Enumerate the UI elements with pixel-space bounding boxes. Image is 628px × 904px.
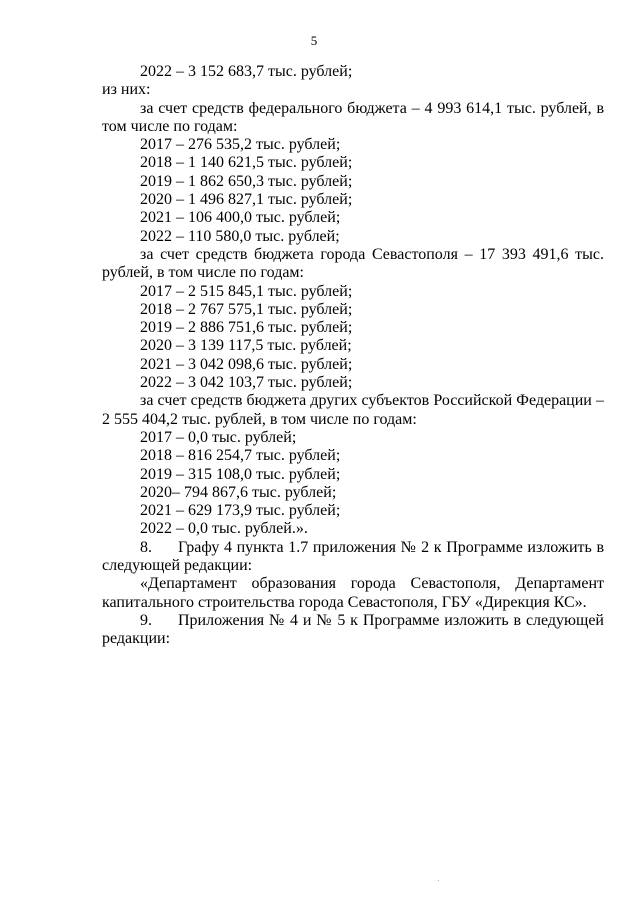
item-9-text: Приложения № 4 и № 5 к Программе изложить в следующей редакции: <box>102 611 604 648</box>
year-2022-total-line: 2022 – 3 152 683,7 тыс. рублей; <box>140 63 353 80</box>
item-9-paragraph <box>102 612 604 649</box>
scan-speck <box>438 880 439 881</box>
list-item: 2022 – 110 580,0 тыс. рублей; <box>140 227 340 245</box>
list-item: 2021 – 106 400,0 тыс. рублей; <box>140 209 341 227</box>
list-item: 2019 – 2 886 751,6 тыс. рублей; <box>140 319 353 337</box>
list-item: 2018 – 2 767 575,1 тыс. рублей; <box>140 300 353 318</box>
list-item: 2019 – 315 108,0 тыс. рублей; <box>140 465 341 483</box>
federal-years-list <box>102 136 604 246</box>
list-item: 2017 – 276 535,2 тыс. рублей; <box>140 136 341 154</box>
list-item: 2022 – 3 042 103,7 тыс. рублей; <box>140 374 353 392</box>
list-item: 2021 – 3 042 098,6 тыс. рублей; <box>140 355 353 373</box>
list-item: 2021 – 629 173,9 тыс. рублей; <box>140 502 341 520</box>
list-item: 2020 – 1 496 827,1 тыс. рублей; <box>140 191 353 209</box>
list-item: 2018 – 1 140 621,5 тыс. рублей; <box>140 154 353 172</box>
list-item: 2019 – 1 862 650,3 тыс. рублей; <box>140 172 353 190</box>
other-subjects-paragraph: за счет средств бюджета других субъектов Российской Федерации – 2 555 404,2 тыс. рублей, в том числе по годам: <box>102 392 604 428</box>
document-body <box>102 63 604 649</box>
item-8-paragraph <box>102 539 604 576</box>
list-item: 2017 – 0,0 тыс. рублей; <box>140 428 297 446</box>
item-8-text: Графу 4 пункта 1.7 приложения № 2 к Программе изложить в следующей редакции: <box>102 538 604 575</box>
item-8-quote: «Департамент образования города Севастополя, Департамент капитального строительства города Севастополя, ГБУ «Дирекция КС». <box>102 575 604 611</box>
item-9-number: 9. <box>140 611 152 629</box>
city-budget-paragraph: за счет средств бюджета города Севастополя – 17 393 491,6 тыс. рублей, в том числе по годам: <box>102 245 604 282</box>
federal-budget-paragraph: за счет средств федерального бюджета – 4 993 614,1 тыс. рублей, в том числе по годам: <box>102 99 604 135</box>
page-number: 5 <box>310 33 318 48</box>
of-them-line: из них: <box>102 81 151 99</box>
list-item: 2020– 794 867,6 тыс. рублей; <box>140 483 337 501</box>
city-years-list <box>102 283 604 393</box>
list-item: 2017 – 2 515 845,1 тыс. рублей; <box>140 282 353 300</box>
list-item: 2020 – 3 139 117,5 тыс. рублей; <box>140 337 352 355</box>
list-item: 2018 – 816 254,7 тыс. рублей; <box>140 447 341 465</box>
other-years-list <box>102 429 604 539</box>
list-item: 2022 – 0,0 тыс. рублей.». <box>140 520 308 538</box>
item-8-number: 8. <box>140 538 152 556</box>
